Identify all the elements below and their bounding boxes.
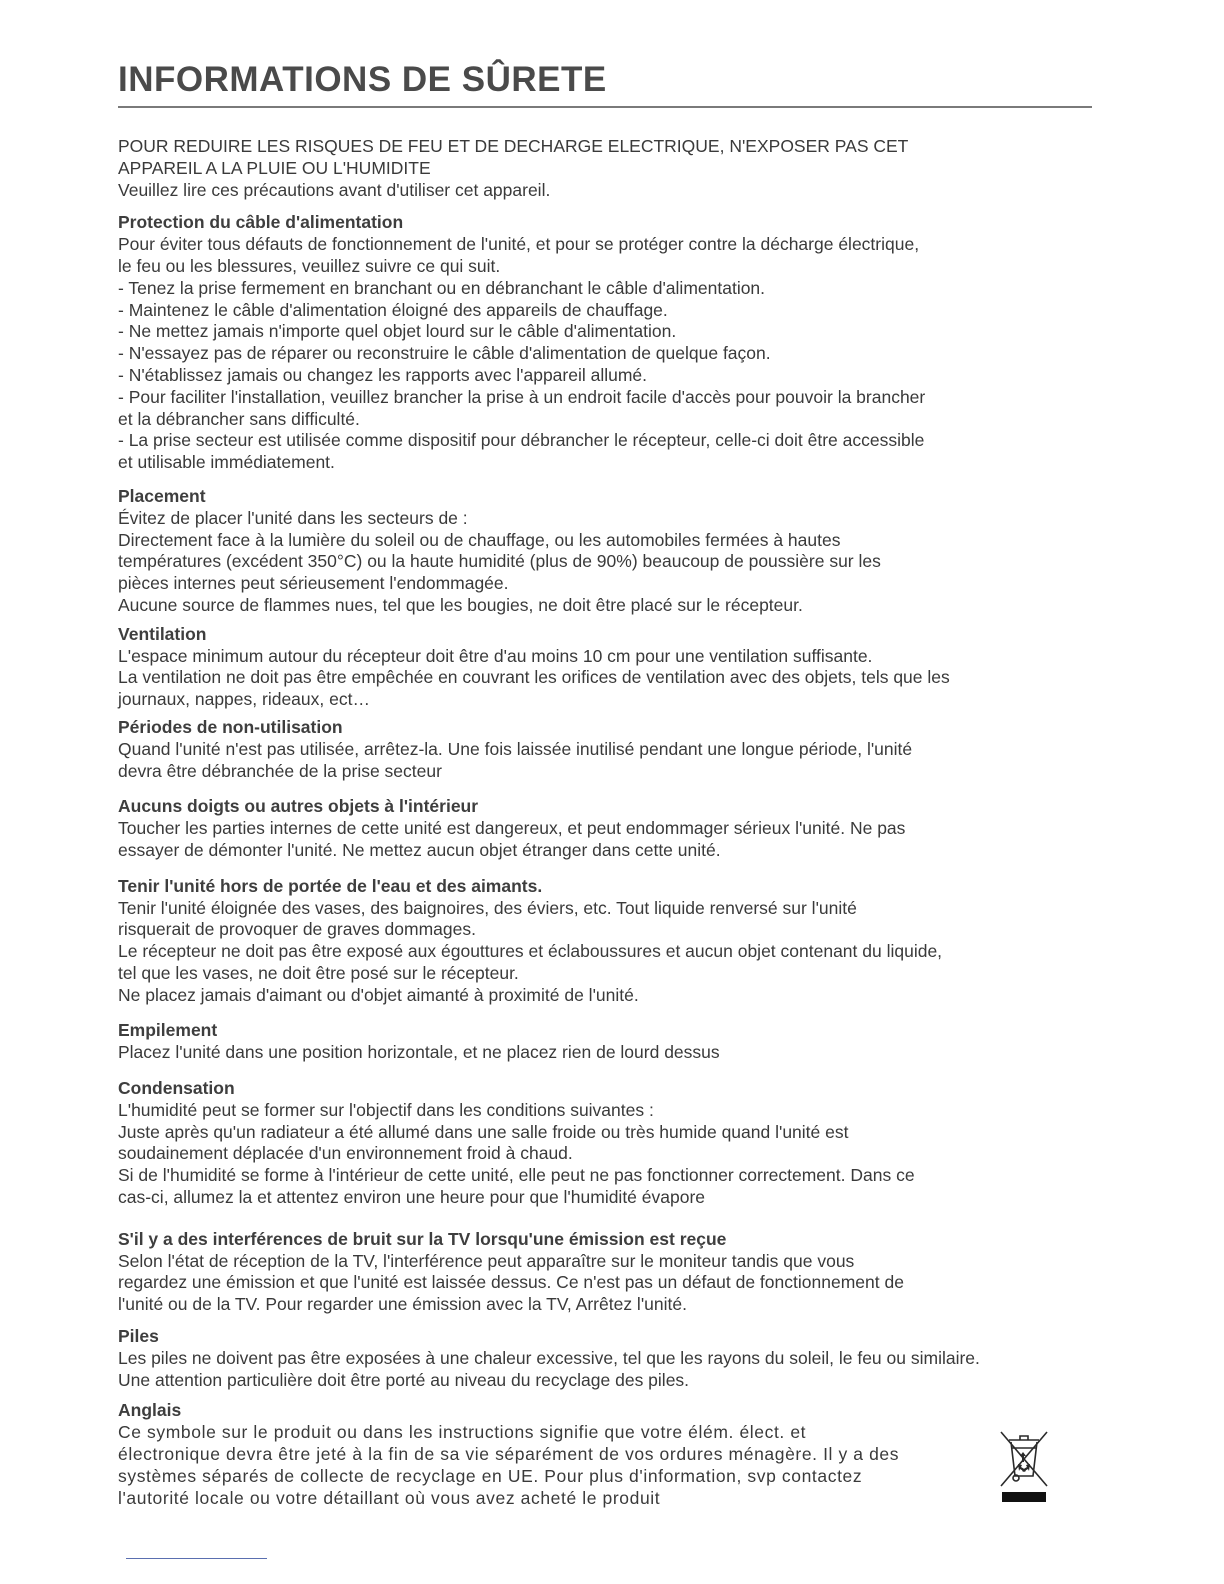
section-heading: S'il y a des interférences de bruit sur la TV lorsqu'une émission est reçue [118,1228,727,1249]
intro-line: APPAREIL A LA PLUIE OU L'HUMIDITE [118,157,431,178]
section-line: L'espace minimum autour du récepteur doit être d'au moins 10 cm pour une ventilation suffisante. [118,645,873,666]
section-line: Directement face à la lumière du soleil ou de chauffage, ou les automobiles fermées à hautes [118,529,841,550]
section-non-use [118,717,1098,782]
section-no-fingers [118,796,1098,861]
document-body [118,136,1098,1509]
section-line: le feu ou les blessures, veuillez suivre ce qui suit. [118,255,501,276]
section-recycling [118,1400,1098,1509]
intro-warning [118,136,1098,201]
section-heading: Périodes de non-utilisation [118,716,343,737]
section-line: Juste après qu'un radiateur a été allumé dans une salle froide ou très humide quand l'unité est [118,1121,849,1142]
section-line: essayer de démonter l'unité. Ne mettez aucun objet étranger dans cette unité. [118,839,721,860]
section-line: cas-ci, allumez la et attentez environ une heure pour que l'humidité évapore [118,1187,706,1208]
section-line: l'autorité locale ou votre détaillant où vous avez acheté le produit [118,1487,661,1508]
section-line: pièces internes peut sérieusement l'endommagée. [118,573,509,594]
section-line: - Maintenez le câble d'alimentation éloigné des appareils de chauffage. [118,299,668,320]
section-heading: Piles [118,1326,159,1347]
section-stacking [118,1020,1098,1064]
section-heading: Condensation [118,1078,235,1099]
section-line: Toucher les parties internes de cette unité est dangereux, et peut endommager sérieux l'unité. Ne pas [118,818,906,839]
section-placement [118,486,1098,617]
section-line: Les piles ne doivent pas être exposées à une chaleur excessive, tel que les rayons du soleil, le feu ou similaire. [118,1347,980,1368]
section-line: La ventilation ne doit pas être empêchée en couvrant les orifices de ventilation avec des objets, tels que les [118,667,950,688]
intro-line: Veuillez lire ces précautions avant d'utiliser cet appareil. [118,179,551,200]
section-line: et utilisable immédiatement. [118,452,335,473]
section-line: systèmes séparés de collecte de recyclage en UE. Pour plus d'information, svp contactez [118,1465,863,1486]
section-line: Selon l'état de réception de la TV, l'interférence peut apparaître sur le moniteur tandis que vous [118,1250,855,1271]
footer-line [126,1558,267,1559]
section-line: - N'essayez pas de réparer ou reconstruire le câble d'alimentation de quelque façon. [118,343,771,364]
section-line: - La prise secteur est utilisée comme dispositif pour débrancher le récepteur, celle-ci doit être accessible [118,430,925,451]
section-heading: Ventilation [118,623,207,644]
section-line: l'unité ou de la TV. Pour regarder une émission avec la TV, Arrêtez l'unité. [118,1294,687,1315]
section-condensation [118,1078,1098,1209]
section-line: électronique devra être jeté à la fin de sa vie séparément de vos ordures ménagère. Il y a des [118,1444,900,1465]
section-ventilation [118,624,1098,711]
page-title: INFORMATIONS DE SÛRETE [118,60,607,99]
section-line: soudainement déplacée d'un environnement froid à chaud. [118,1143,573,1164]
section-line: Placez l'unité dans une position horizontale, et ne placez rien de lourd dessus [118,1042,720,1063]
section-line: journaux, nappes, rideaux, ect… [118,689,370,710]
section-line: Évitez de placer l'unité dans les secteurs de : [118,507,468,528]
section-line: - Pour faciliter l'installation, veuillez brancher la prise à un endroit facile d'accès pour pouvoir la brancher [118,386,926,407]
intro-line: POUR REDUIRE LES RISQUES DE FEU ET DE DECHARGE ELECTRIQUE, N'EXPOSER PAS CET [118,136,909,156]
section-line: Le récepteur ne doit pas être exposé aux égouttures et éclaboussures et aucun objet contenant du liquide, [118,941,943,962]
section-line: risquerait de provoquer de graves dommages. [118,919,476,940]
section-line: Pour éviter tous défauts de fonctionnement de l'unité, et pour se protéger contre la décharge électrique, [118,234,920,255]
section-line: Ce symbole sur le produit ou dans les instructions signifie que votre élém. élect. et [118,1422,807,1443]
section-line: tel que les vases, ne doit être posé sur le récepteur. [118,962,519,983]
section-line: devra être débranchée de la prise secteur [118,760,442,781]
section-tv-interference [118,1229,1098,1316]
section-line: Une attention particulière doit être porté au niveau du recyclage des piles. [118,1369,690,1390]
section-line: - Tenez la prise fermement en branchant ou en débranchant le câble d'alimentation. [118,277,766,298]
section-line: - N'établissez jamais ou changez les rapports avec l'appareil allumé. [118,364,648,385]
section-heading: Empilement [118,1020,218,1041]
weee-crossed-bin-icon [996,1428,1052,1504]
section-line: regardez une émission et que l'unité est laissée dessus. Ce n'est pas un défaut de fonctionnement de [118,1272,904,1293]
section-heading: Protection du câble d'alimentation [118,212,404,233]
title-divider [118,106,1092,108]
section-line: Si de l'humidité se forme à l'intérieur de cette unité, elle peut ne pas fonctionner correctement. Dans ce [118,1165,915,1186]
section-water-magnets [118,876,1098,1007]
section-line: Tenir l'unité éloignée des vases, des baignoires, des éviers, etc. Tout liquide renversé sur l'unité [118,897,857,918]
section-batteries [118,1326,1098,1391]
section-heading: Anglais [118,1400,182,1421]
section-heading: Tenir l'unité hors de portée de l'eau et des aimants. [118,875,543,896]
section-line: températures (excédent 350°C) ou la haute humidité (plus de 90%) beaucoup de poussière sur les [118,551,881,572]
section-line: et la débrancher sans difficulté. [118,408,360,429]
section-line: - Ne mettez jamais n'importe quel objet lourd sur le câble d'alimentation. [118,321,677,342]
section-heading: Placement [118,485,206,506]
section-line: Ne placez jamais d'aimant ou d'objet aimanté à proximité de l'unité. [118,984,639,1005]
section-line: Aucune source de flammes nues, tel que les bougies, ne doit être placé sur le récepteur. [118,594,803,615]
section-power-cable [118,212,1098,474]
section-line: Quand l'unité n'est pas utilisée, arrêtez-la. Une fois laissée inutilisé pendant une longue période, l'unité [118,738,913,759]
section-line: L'humidité peut se former sur l'objectif dans les conditions suivantes : [118,1099,654,1120]
section-heading: Aucuns doigts ou autres objets à l'intérieur [118,796,479,817]
